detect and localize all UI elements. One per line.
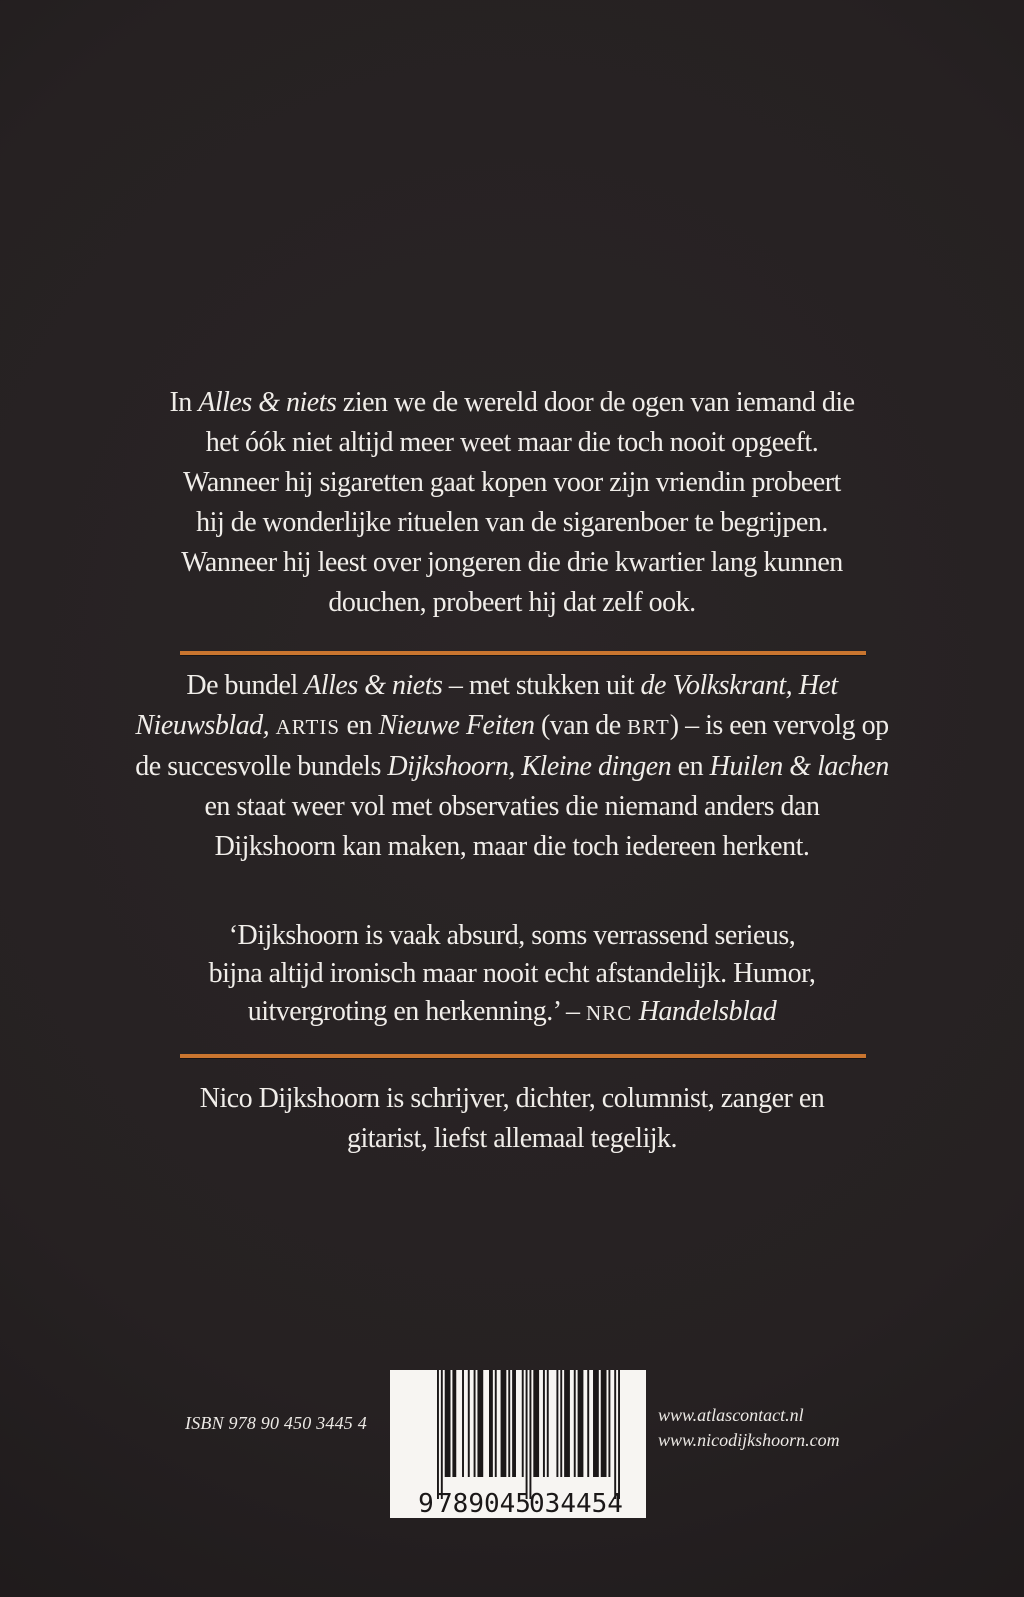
barcode-bar xyxy=(445,1370,451,1477)
text-line: Nico Dijkshoorn is schrijver, dichter, columnist, zanger en xyxy=(199,1083,825,1114)
barcode-bar xyxy=(526,1370,528,1499)
barcode-digits-left: 789045 xyxy=(437,1489,531,1518)
barcode-bar xyxy=(593,1370,599,1477)
text-line: ‘Dijkshoorn is vaak absurd, soms verrassend serieus, xyxy=(228,920,796,951)
barcode-bar xyxy=(587,1370,589,1477)
text-line: Wanneer hij sigaretten gaat kopen voor zijn vriendin probeert xyxy=(183,467,841,498)
barcode-bar xyxy=(578,1370,584,1477)
barcode-digits-right: 034454 xyxy=(529,1489,623,1518)
barcode-bar xyxy=(477,1370,483,1477)
barcode-bar xyxy=(512,1370,516,1477)
paragraph-author-bio xyxy=(16,1079,1008,1159)
barcode-bar xyxy=(560,1370,562,1477)
website-urls xyxy=(658,1403,840,1453)
text-line: In Alles & niets zien we de wereld door de ogen van iemand die xyxy=(169,387,855,418)
url-atlascontact: www.atlascontact.nl xyxy=(658,1405,804,1425)
paragraph-review-quote xyxy=(16,917,1008,1032)
barcode-bar xyxy=(501,1370,507,1477)
barcode xyxy=(390,1370,646,1518)
text-line: De bundel Alles & niets – met stukken uit de Volkskrant, Het xyxy=(186,670,838,701)
text-line: gitarist, liefst allemaal tegelijk. xyxy=(346,1123,678,1154)
barcode-bar xyxy=(495,1370,497,1477)
barcode-bar xyxy=(556,1370,558,1477)
divider-line-2 xyxy=(180,1054,866,1058)
barcode-bar xyxy=(489,1370,493,1477)
barcode-bar xyxy=(437,1370,439,1499)
barcode-bar xyxy=(462,1370,464,1477)
barcode-bar xyxy=(529,1370,531,1499)
text-line: Wanneer hij leest over jongeren die drie kwartier lang kunnen xyxy=(181,547,843,578)
barcode-bar xyxy=(543,1370,545,1477)
barcode-bar xyxy=(533,1370,539,1477)
isbn-text: ISBN 978 90 450 3445 4 xyxy=(185,1413,367,1433)
text-line: douchen, probeert hij dat zelf ook. xyxy=(328,587,696,618)
text-line: het óók niet altijd meer weet maar die toch nooit opgeeft. xyxy=(205,427,819,458)
text-line: hij de wonderlijke rituelen van de sigarenboer te begrijpen. xyxy=(196,507,828,538)
divider-line-1 xyxy=(180,651,866,655)
text-line: Dijkshoorn kan maken, maar die toch iedereen herkent. xyxy=(214,831,810,862)
barcode-svg xyxy=(390,1370,646,1518)
text-line: Nieuwsblad, ARTIS en Nieuwe Feiten (van de BRT) – is een vervolg op xyxy=(135,710,889,741)
barcode-bar xyxy=(452,1370,456,1477)
url-nicodijkshoorn: www.nicodijkshoorn.com xyxy=(658,1430,840,1450)
barcode-bar xyxy=(614,1370,616,1499)
paragraph-intro xyxy=(16,383,1008,623)
text-line: bijna altijd ironisch maar nooit echt afstandelijk. Humor, xyxy=(208,958,816,989)
barcode-bar xyxy=(618,1370,620,1499)
barcode-digit-prefix: 9 xyxy=(418,1489,434,1518)
barcode-bar xyxy=(547,1370,549,1477)
paragraph-bundel xyxy=(16,666,1008,867)
barcode-bar xyxy=(608,1370,610,1477)
text-line: de succesvolle bundels Dijkshoorn, Kleine dingen en Huilen & lachen xyxy=(135,751,889,782)
barcode-bar xyxy=(508,1370,510,1477)
barcode-bar xyxy=(564,1370,570,1477)
text-line: uitvergroting en herkenning.’ – NRC Handelsblad xyxy=(247,996,777,1027)
barcode-bar xyxy=(522,1370,524,1477)
barcode-bar xyxy=(601,1370,607,1477)
barcode-bar xyxy=(574,1370,576,1477)
text-line: en staat weer vol met observaties die niemand anders dan xyxy=(204,791,820,822)
barcode-bar xyxy=(441,1370,443,1499)
barcode-bar xyxy=(468,1370,470,1477)
barcode-bar xyxy=(474,1370,476,1477)
